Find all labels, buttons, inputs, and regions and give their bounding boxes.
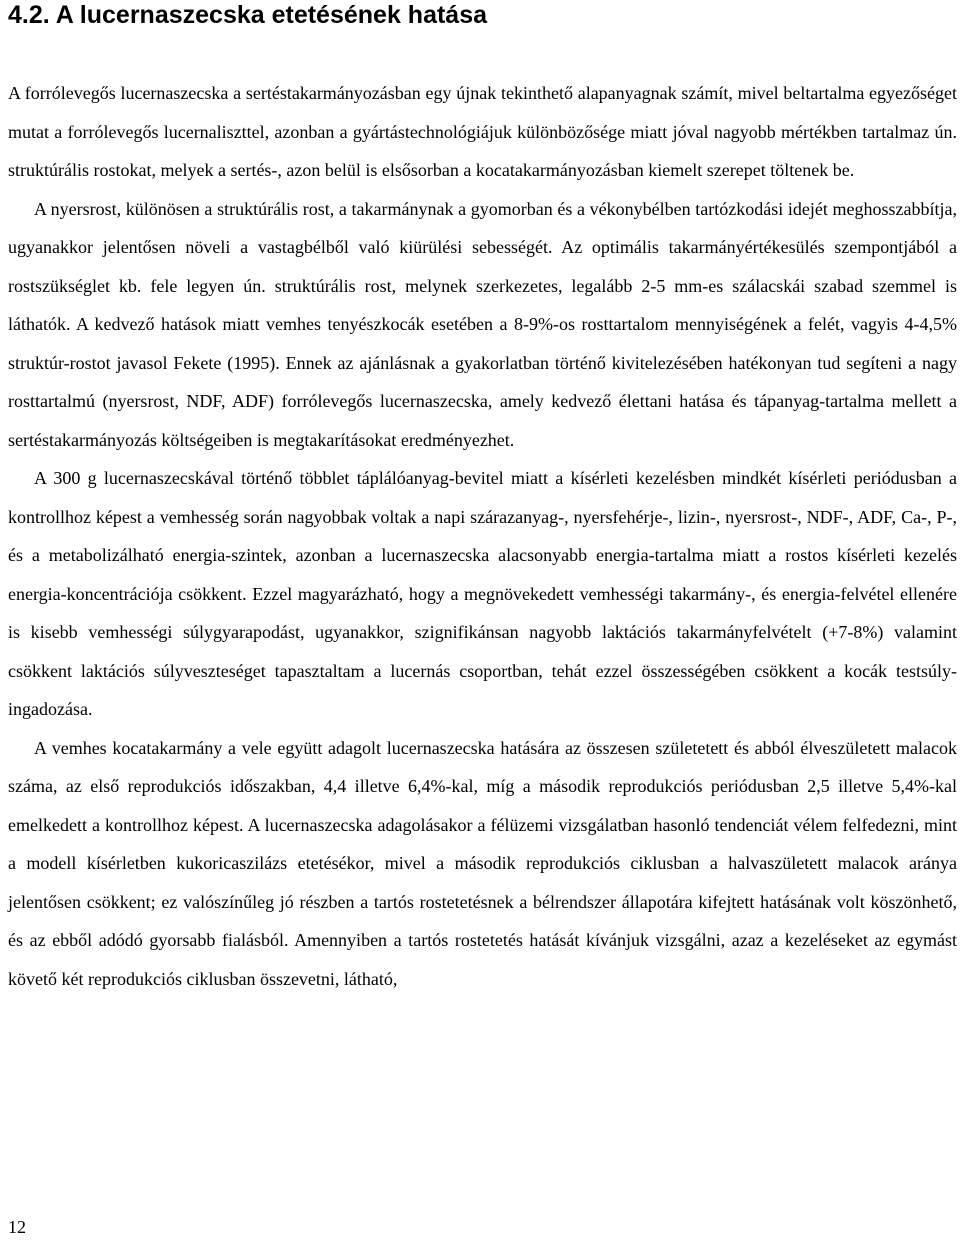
paragraph-4: A vemhes kocatakarmány a vele együtt adagolt lucernaszecska hatására az összesen születetett és abból élveszületett malacok száma, az első reprodukciós időszakban, 4,4 illetve 6,4%-kal, míg a második reprodukciós periódusban 2,5 illetve 5,4%-kal emelkedett a kontrollhoz képest. A lucernaszecska adagolásakor a félüzemi vizsgálatban hasonló tendenciát vélem felfedezni, mint a modell kísérletben kukoricaszilázs etetésékor, mivel a második reprodukciós ciklusban a halvaszületett malacok aránya jelentősen csökkent; ez valószínűleg jó részben a tartós rostetetésnek a bélrendszer állapotára kifejtett hatásának volt köszönhető, és az ebből adódó gyorsabb fialásból. Amennyiben a tartós rostetetés hatását kívánjuk vizsgálni, azaz a kezeléseket az egymást követő két reprodukciós ciklusban összevetni, látható, bbox=[8, 737, 957, 989]
paragraph-3: A 300 g lucernaszecskával történő többlet táplálóanyag-bevitel miatt a kísérleti kezelésben mindkét kísérleti periódusban a kontrollhoz képest a vemhesség során nagyobbak voltak a napi szárazanyag-, nyersfehérje-, lizin-, nyersrost-, NDF-, ADF, Ca-, P-, és a metabolizálható energia-szintek, azonban a lucernaszecska alacsonyabb energia-tartalma miatt a rostos kísérleti kezelés energia-koncentrációja csökkent. Ezzel magyarázható, hogy a megnövekedett vemhességi takarmány-, és energia-felvétel ellenére is kisebb vemhességi súlygyarapodást, ugyanakkor, szignifikánsan nagyobb laktációs takarmányfelvételt (+7-8%) valamint csökkent laktációs súlyveszteséget tapasztaltam a lucernás csoportban, tehát ezzel összességében csökkent a kocák testsúly-ingadozása. bbox=[8, 468, 957, 719]
paragraph-2: A nyersrost, különösen a struktúrális rost, a takarmánynak a gyomorban és a vékonybélben tartózkodási idejét meghosszabbítja, ugyanakkor jelentősen növeli a vastagbélből való kiürülési sebességét. Az optimális takarmányértékesülés szempontjából a rostszükséglet kb. fele legyen ún. struktúrális rost, melynek szerkezetes, legalább 2-5 mm-es szálacskái szabad szemmel is láthatók. A kedvező hatások miatt vemhes tenyészkocák esetében a 8-9%-os rosttartalom mennyiségének a felét, vagyis 4-4,5% struktúr-rostot javasol Fekete (1995). Ennek az ajánlásnak a gyakorlatban történő kivitelezésében hatékonyan tud segíteni a nagy rosttartalmú (nyersrost, NDF, ADF) forrólevegős lucernaszecska, amely kedvező élettani hatása és tápanyag-tartalma mellett a sertéstakarmányozás költségeiben is megtakarításokat eredményezhet. bbox=[8, 198, 957, 450]
paragraph-1: A forrólevegős lucernaszecska a sertéstakarmányozásban egy újnak tekinthető alapanyagnak számít, mivel beltartalma egyezőséget mutat a forrólevegős lucernaliszttel, azonban a gyártástechnológiájuk különbözősége miatt jóval nagyobb mértékben tartalmaz ún. struktúrális rostokat, melyek a sertés-, azon belül is elsősorban a kocatakarmányozásban kiemelt szerepet töltenek be. bbox=[8, 83, 957, 180]
section-title: A lucernaszecska etetésének hatása bbox=[55, 1, 488, 29]
section-number: 4.2. bbox=[8, 1, 50, 29]
section-heading bbox=[8, 0, 487, 30]
body-text bbox=[8, 74, 957, 998]
page-number: 12 bbox=[8, 1217, 26, 1237]
